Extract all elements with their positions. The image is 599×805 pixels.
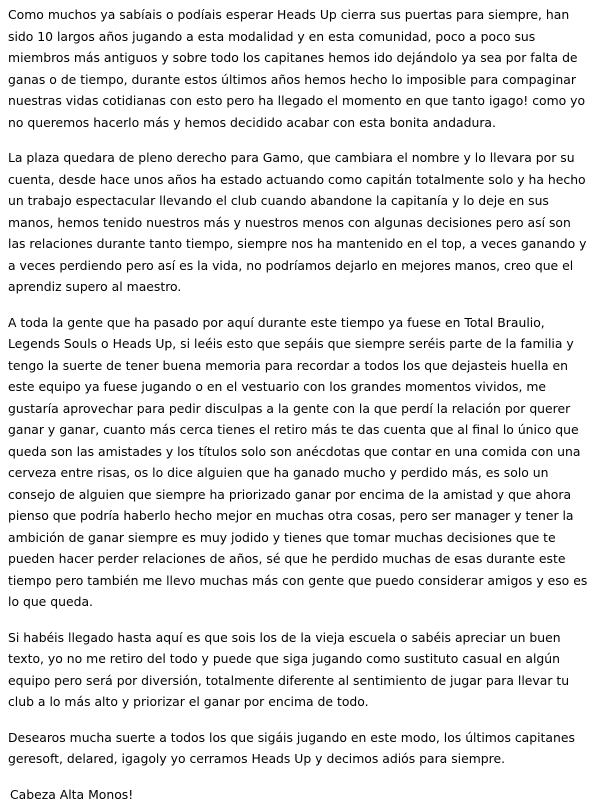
paragraph-farewell-intro: Como muchos ya sabíais o podíais esperar Heads Up cierra sus puertas para siempre, han sido 10 largos años jugando a esta modalidad y en esta comunidad, poco a poco sus miembros más antiguos y sobre todo los capitanes hemos ido dejándolo ya sea por falta de ganas o de tiempo, durante estos últimos años hemos hecho lo imposible para compaginar nuestras vidas cotidianas con esto pero ha llegado el momento en que tanto igago! como yo no queremos hacerlo más y hemos decidido acabar con esta bonita andadura. [8,4,591,133]
signature-line: Cabeza Alta Monos! [8,784,591,805]
paragraph-gamo-handover: La plaza quedara de pleno derecho para Gamo, que cambiara el nombre y lo llevara por su cuenta, desde hace unos años ha estado actuando como capitán totalmente solo y ha hecho un trabajo espectacular llevando el club cuando abandone la capitanía y lo deje en sus manos, hemos tenido nuestros más y nuestros menos con algunas decisiones pero así son las relaciones durante tanto tiempo, siempre nos ha mantenido en el top, a veces ganando y a veces perdiendo pero así es la vida, no podríamos dejarlo en mejores manos, creo que el aprendiz supero al maestro. [8,147,591,298]
paragraph-old-school: Si habéis llegado hasta aquí es que sois los de la vieja escuela o sabéis apreciar un buen texto, yo no me retiro del todo y puede que siga jugando como sustituto casual en algún equipo pero será por diversión, totalmente diferente al sentimiento de jugar para llevar tu club a lo más alto y priorizar el ganar por encima de todo. [8,627,591,713]
paragraph-good-luck: Desearos mucha suerte a todos los que sigáis jugando en este modo, los últimos capitanes geresoft, delared, igagoly yo cerramos Heads Up y decimos adiós para siempre. [8,727,591,770]
paragraph-thanks-members: A toda la gente que ha pasado por aquí durante este tiempo ya fuese en Total Braulio, Legends Souls o Heads Up, si leéis esto que sepáis que siempre seréis parte de la familia y tengo la suerte de tener buena memoria para recordar a todos los que dejasteis huella en este equipo ya fuese jugando o en el vestuario con los grandes momentos vividos, me gustaría aprovechar para pedir disculpas a la gente con la que perdí la relación por querer ganar y ganar, cuanto más cerca tienes el retiro más te das cuenta que al final lo único que queda son las amistades y los títulos solo son anécdotas que contar en una comida con una cerveza entre risas, os lo dice alguien que ha ganado mucho y perdido más, es solo un consejo de alguien que siempre ha priorizado ganar por encima de la amistad y que ahora pienso que podría haberlo hecho mejor en muchas otra cosas, pero ser manager y tener la ambición de ganar siempre es muy jodido y tienes que tomar muchas decisiones que te pueden hacer perder relaciones de años, sé que he perdido muchas de esas durante este tiempo pero también me llevo muchas más con gente que puedo considerar amigos y eso es lo que queda. [8,312,591,613]
